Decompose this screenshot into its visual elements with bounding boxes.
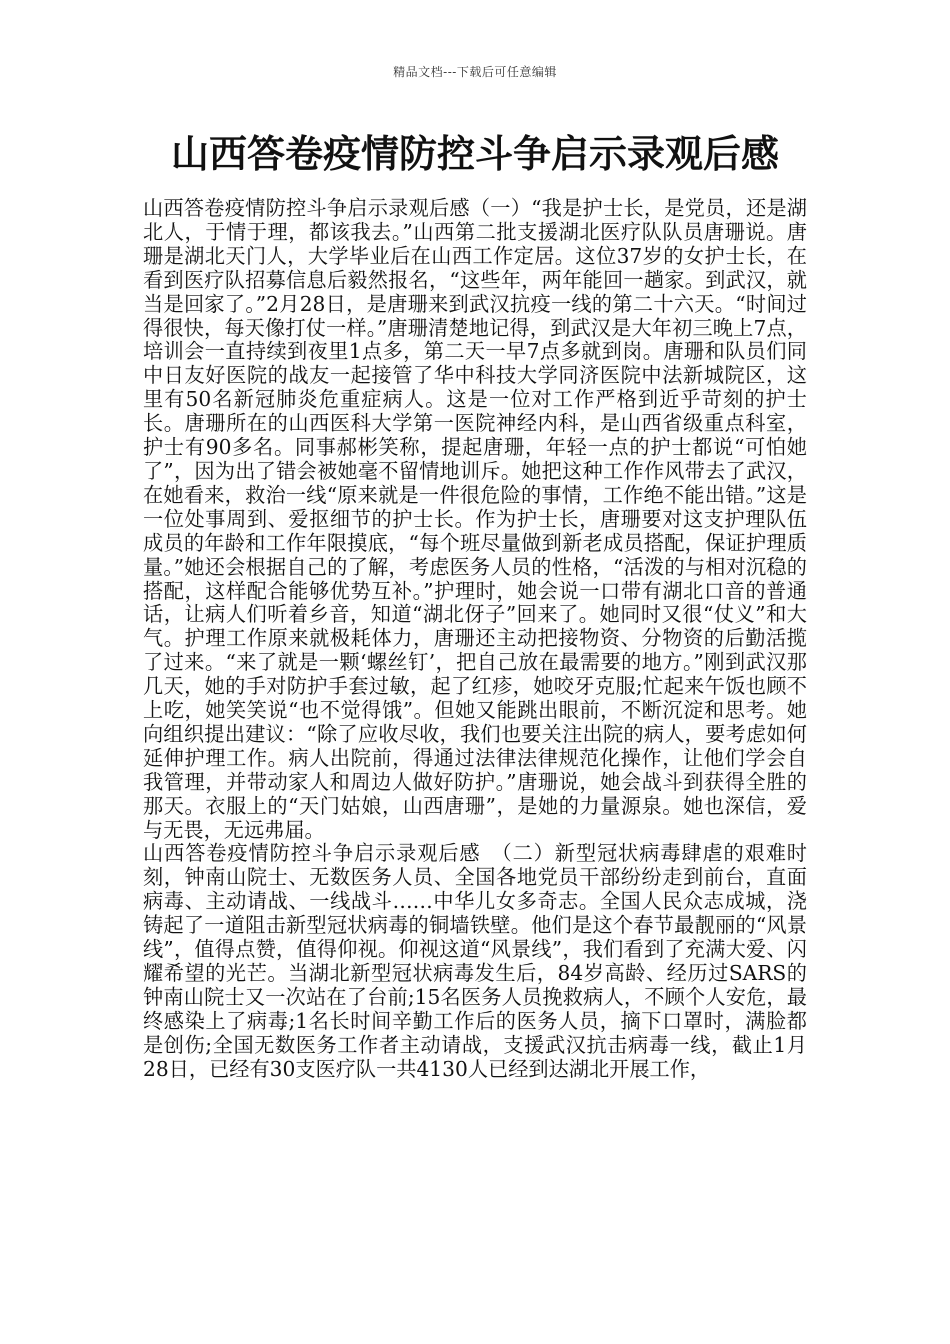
header-note: 精品文档---下载后可任意编辑 (393, 65, 557, 79)
document-title: 山西答卷疫情防控斗争启示录观后感 (170, 132, 779, 176)
paragraph-1: 山西答卷疫情防控斗争启示录观后感（一）“我是护士长，是党员，还是湖北人，于情于理，都该我去。”山西第二批支援湖北医疗队队员唐珊说。唐珊是湖北天门人，大学毕业后在山西工作定居。这位37岁的女护士长，在看到医疗队招募信息后毅然报名，“这些年，两年能回一趟家。到武汉，就当是回家了。”2月28日，是唐珊来到武汉抗疫一线的第二十六天。“时间过得很快，每天像打仗一样。”唐珊清楚地记得，到武汉是大年初三晚上7点，培训会一直持续到夜里1点多，第二天一早7点多就到岗。唐珊和队员们同中日友好医院的战友一起接管了华中科技大学同济医院中法新城院区，这里有50名新冠肺炎危重症病人。这是一位对工作严格到近乎苛刻的护士长。唐珊所在的山西医科大学第一医院神经内科，是山西省级重点科室，护士有90多名。同事郝彬笑称，提起唐珊，年轻一点的护士都说“可怕她了”，因为出了错会被她毫不留情地训斥。她把这种工作作风带去了武汉，在她看来，救治一线“原来就是一件很危险的事情，工作绝不能出错。”这是一位处事周到、爱抠细节的护士长。作为护士长，唐珊要对这支护理队伍成员的年龄和工作年限摸底，“每个班尽量做到新老成员搭配，保证护理质量。”她还会根据自己的了解，考虑医务人员的性格，“活泼的与相对沉稳的搭配，这样配合能够优势互补。”护理时，她会说一口带有湖北口音的普通话，让病人们听着乡音，知道“湖北伢子”回来了。她同时又很“仗义”和大气。护理工作原来就极耗体力，唐珊还主动把接物资、分物资的后勤活揽了过来。“来了就是一颗‘螺丝钉’，把自己放在最需要的地方。”刚到武汉那几天，她的手对防护手套过敏，起了红疹，她咬牙克服;忙起来午饭也顾不上吃，她笑笑说“也不觉得饿”。但她又能跳出眼前，不断沉淀和思考。她向组织提出建议：“除了应收尽收，我们也要关注出院的病人，要考虑如何延伸护理工作。病人出院前，得通过法律法律规范化操作，让他们学会自我管理，并带动家人和周边人做好防护。”唐珊说，她会战斗到获得全胜的那天。衣服上的“天门姑娘，山西唐珊”，是她的力量源泉。她也深信，爱与无畏，无远弗届。 (143, 196, 807, 842)
document-body (143, 197, 807, 1082)
paragraph-2: 山西答卷疫情防控斗争启示录观后感 （二）新型冠状病毒肆虐的艰难时刻，钟南山院士、无数医务人员、全国各地党员干部纷纷走到前台，直面病毒、主动请战、一线战斗……中华儿女多奇志。全国人民众志成城，浇铸起了一道阻击新型冠状病毒的铜墙铁壁。他们是这个春节最靓丽的“风景线”，值得点赞，值得仰视。仰视这道“风景线”，我们看到了充满大爱、闪耀希望的光芒。当湖北新型冠状病毒发生后，84岁高龄、经历过SARS的钟南山院士又一次站在了台前;15名医务人员挽救病人，不顾个人安危，最终感染上了病毒;1名长时间辛勤工作后的医务人员，摘下口罩时，满脸都是创伤;全国无数医务工作者主动请战，支援武汉抗击病毒一线，截止1月28日，已经有30支医疗队一共4130人已经到达湖北开展工作， (143, 841, 807, 1081)
